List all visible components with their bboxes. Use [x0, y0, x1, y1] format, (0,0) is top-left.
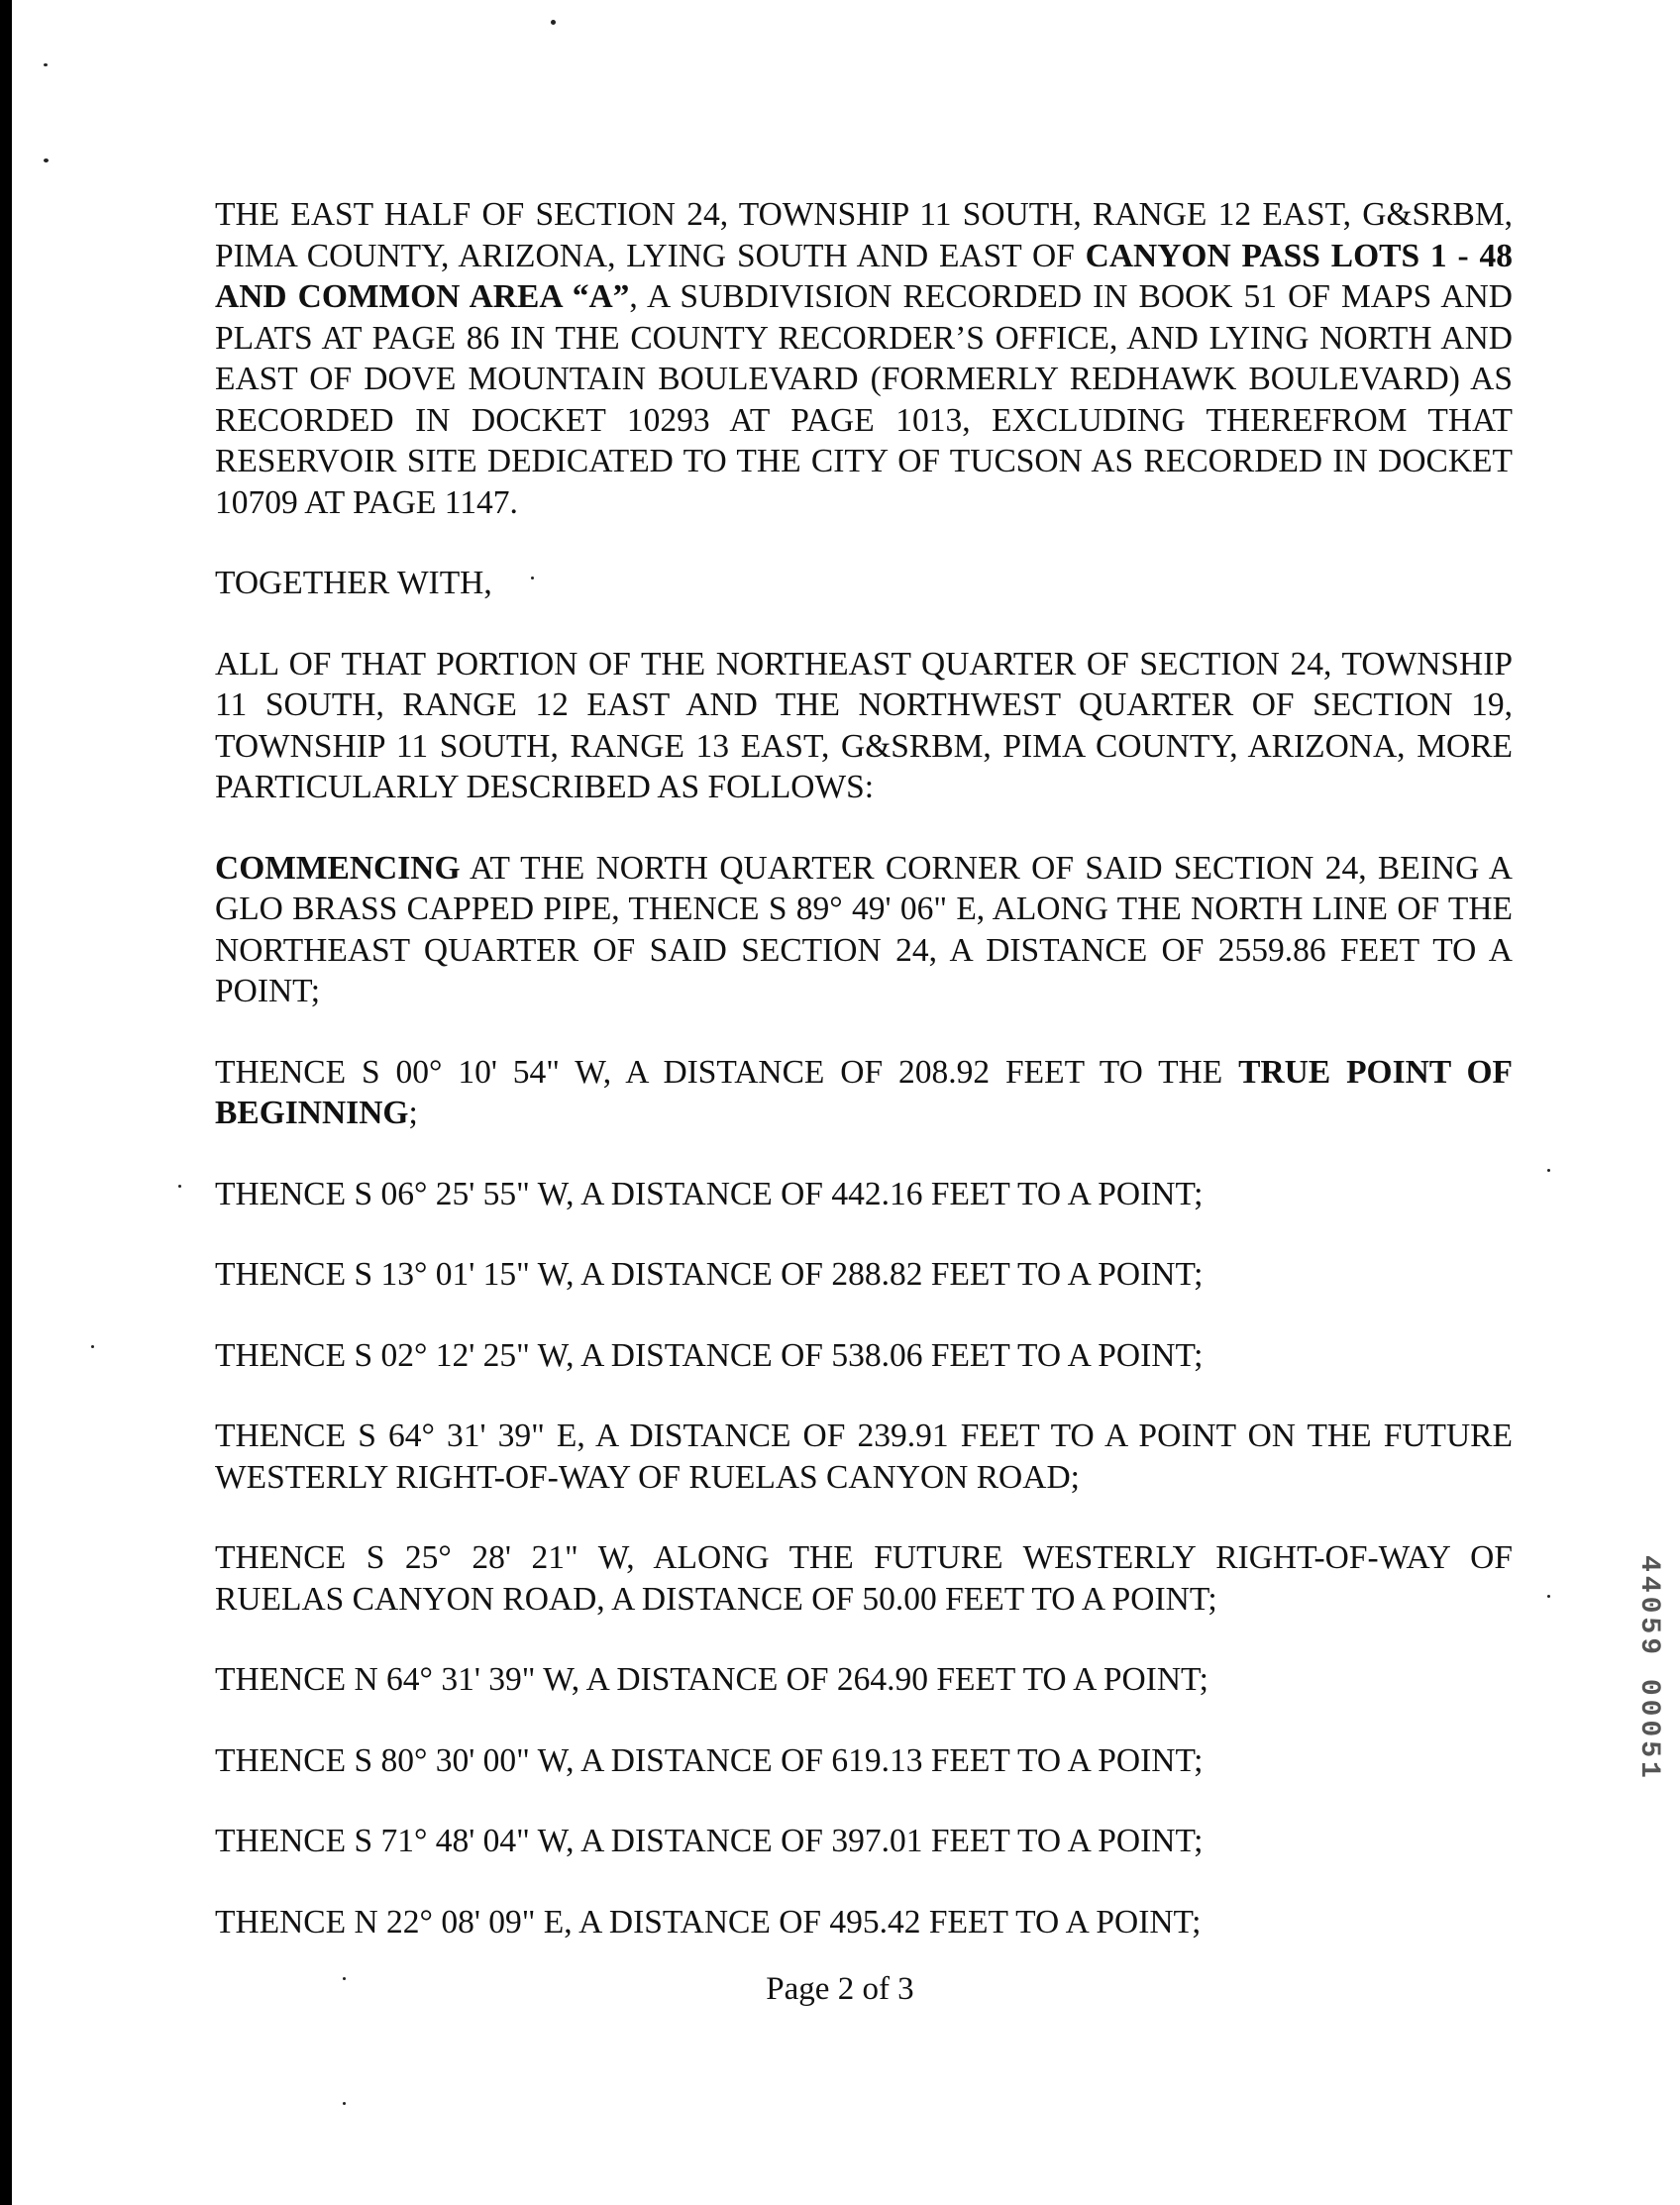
- paragraph-course: [215, 1254, 1513, 1296]
- paragraph-course: [215, 1902, 1513, 1943]
- stamp-text: 44059 00051: [1633, 1555, 1664, 1782]
- paragraph-bold-text: TRUE POINT OF BEGINNING: [215, 1053, 1513, 1131]
- paragraph-course: [215, 1659, 1513, 1701]
- page-number: Page 2 of 3: [766, 1971, 914, 2007]
- paragraph-course: [215, 1821, 1513, 1862]
- recording-stamp: [1617, 1555, 1664, 1902]
- legal-description: [215, 194, 1513, 1982]
- paragraph-text: THENCE S 71° 48' 04" W, A DISTANCE OF 397.01 FEET TO A POINT;: [215, 1823, 1204, 1859]
- paragraph-course: [215, 1537, 1513, 1620]
- paragraph-bold-text: CANYON PASS LOTS 1 - 48 AND COMMON AREA “A”: [215, 237, 1513, 315]
- scan-speck: [551, 20, 556, 25]
- paragraph-bold-text: COMMENCING: [215, 849, 461, 887]
- paragraph-text: AT THE NORTH QUARTER CORNER OF SAID SECTION 24, BEING A GLO BRASS CAPPED PIPE, THENCE S 89° 49' 06" E, ALONG THE NORTH LINE OF THE NORTHEAST QUARTER OF SAID SECTION 24, A DISTANCE OF 2559.86 FEET TO A POINT;: [215, 849, 1513, 1009]
- scan-speck: [178, 1185, 181, 1188]
- paragraph-commencing: [215, 848, 1513, 1012]
- paragraph-together-with: [215, 563, 1513, 604]
- scan-speck: [44, 63, 48, 66]
- paragraph-course: [215, 1740, 1513, 1782]
- scan-left-edge: [0, 0, 12, 2205]
- paragraph-text: THENCE N 64° 31' 39" W, A DISTANCE OF 264.90 FEET TO A POINT;: [215, 1661, 1208, 1698]
- paragraph-text: THENCE S 64° 31' 39" E, A DISTANCE OF 239.91 FEET TO A POINT ON THE FUTURE WESTERLY RIGHT-OF-WAY OF RUELAS CANYON ROAD;: [215, 1418, 1513, 1496]
- paragraph-east-half: [215, 194, 1513, 523]
- paragraph-text: ;: [408, 1095, 418, 1131]
- scan-speck: [343, 2102, 346, 2105]
- paragraph-text: THENCE S 06° 25' 55" W, A DISTANCE OF 442.16 FEET TO A POINT;: [215, 1175, 1204, 1212]
- paragraph-text: TOGETHER WITH,: [215, 565, 492, 601]
- paragraph-text: THENCE S 13° 01' 15" W, A DISTANCE OF 288.82 FEET TO A POINT;: [215, 1256, 1204, 1293]
- paragraph-text: ALL OF THAT PORTION OF THE NORTHEAST QUARTER OF SECTION 24, TOWNSHIP 11 SOUTH, RANGE 12 EAST AND THE NORTHWEST QUARTER OF SECTION 19, TOWNSHIP 11 SOUTH, RANGE 13 EAST, G&SRBM, PIMA COUNTY, ARIZONA, MORE PARTICULARLY DESCRIBED AS FOLLOWS:: [215, 645, 1513, 805]
- paragraph-course: [215, 1335, 1513, 1377]
- paragraph-course: [215, 1416, 1513, 1498]
- paragraph-course: [215, 1174, 1513, 1215]
- paragraph-text: THE EAST HALF OF SECTION 24, TOWNSHIP 11 SOUTH, RANGE 12 EAST, G&SRBM, PIMA COUNTY, ARIZONA, LYING SOUTH AND EAST OF: [215, 196, 1513, 274]
- paragraph-text: THENCE S 80° 30' 00" W, A DISTANCE OF 619.13 FEET TO A POINT;: [215, 1741, 1204, 1779]
- paragraph-text: THENCE S 00° 10' 54" W, A DISTANCE OF 208.92 FEET TO THE: [215, 1053, 1239, 1091]
- scan-speck: [1547, 1595, 1550, 1598]
- paragraph-portion: [215, 644, 1513, 808]
- paragraph-text: , A SUBDIVISION RECORDED IN BOOK 51 OF MAPS AND PLATS AT PAGE 86 IN THE COUNTY RECORDER’S OFFICE, AND LYING NORTH AND EAST OF DOVE MOUNTAIN BOULEVARD (FORMERLY REDHAWK BOULEVARD) AS RECORDED IN DOCKET 10293 AT PAGE 1013, EXCLUDING THEREFROM THAT RESERVOIR SITE DEDICATED TO THE CITY OF TUCSON AS RECORDED IN DOCKET 10709 AT PAGE 1147.: [215, 278, 1513, 521]
- paragraph-text: THENCE N 22° 08' 09" E, A DISTANCE OF 495.42 FEET TO A POINT;: [215, 1903, 1202, 1941]
- scan-speck: [1547, 1169, 1550, 1172]
- scan-speck: [91, 1345, 94, 1348]
- paragraph-true-point: [215, 1052, 1513, 1134]
- paragraph-text: THENCE S 02° 12' 25" W, A DISTANCE OF 538.06 FEET TO A POINT;: [215, 1336, 1204, 1374]
- scan-speck: [44, 158, 49, 162]
- paragraph-text: THENCE S 25° 28' 21" W, ALONG THE FUTURE WESTERLY RIGHT-OF-WAY OF RUELAS CANYON ROAD, A DISTANCE OF 50.00 FEET TO A POINT;: [215, 1539, 1513, 1618]
